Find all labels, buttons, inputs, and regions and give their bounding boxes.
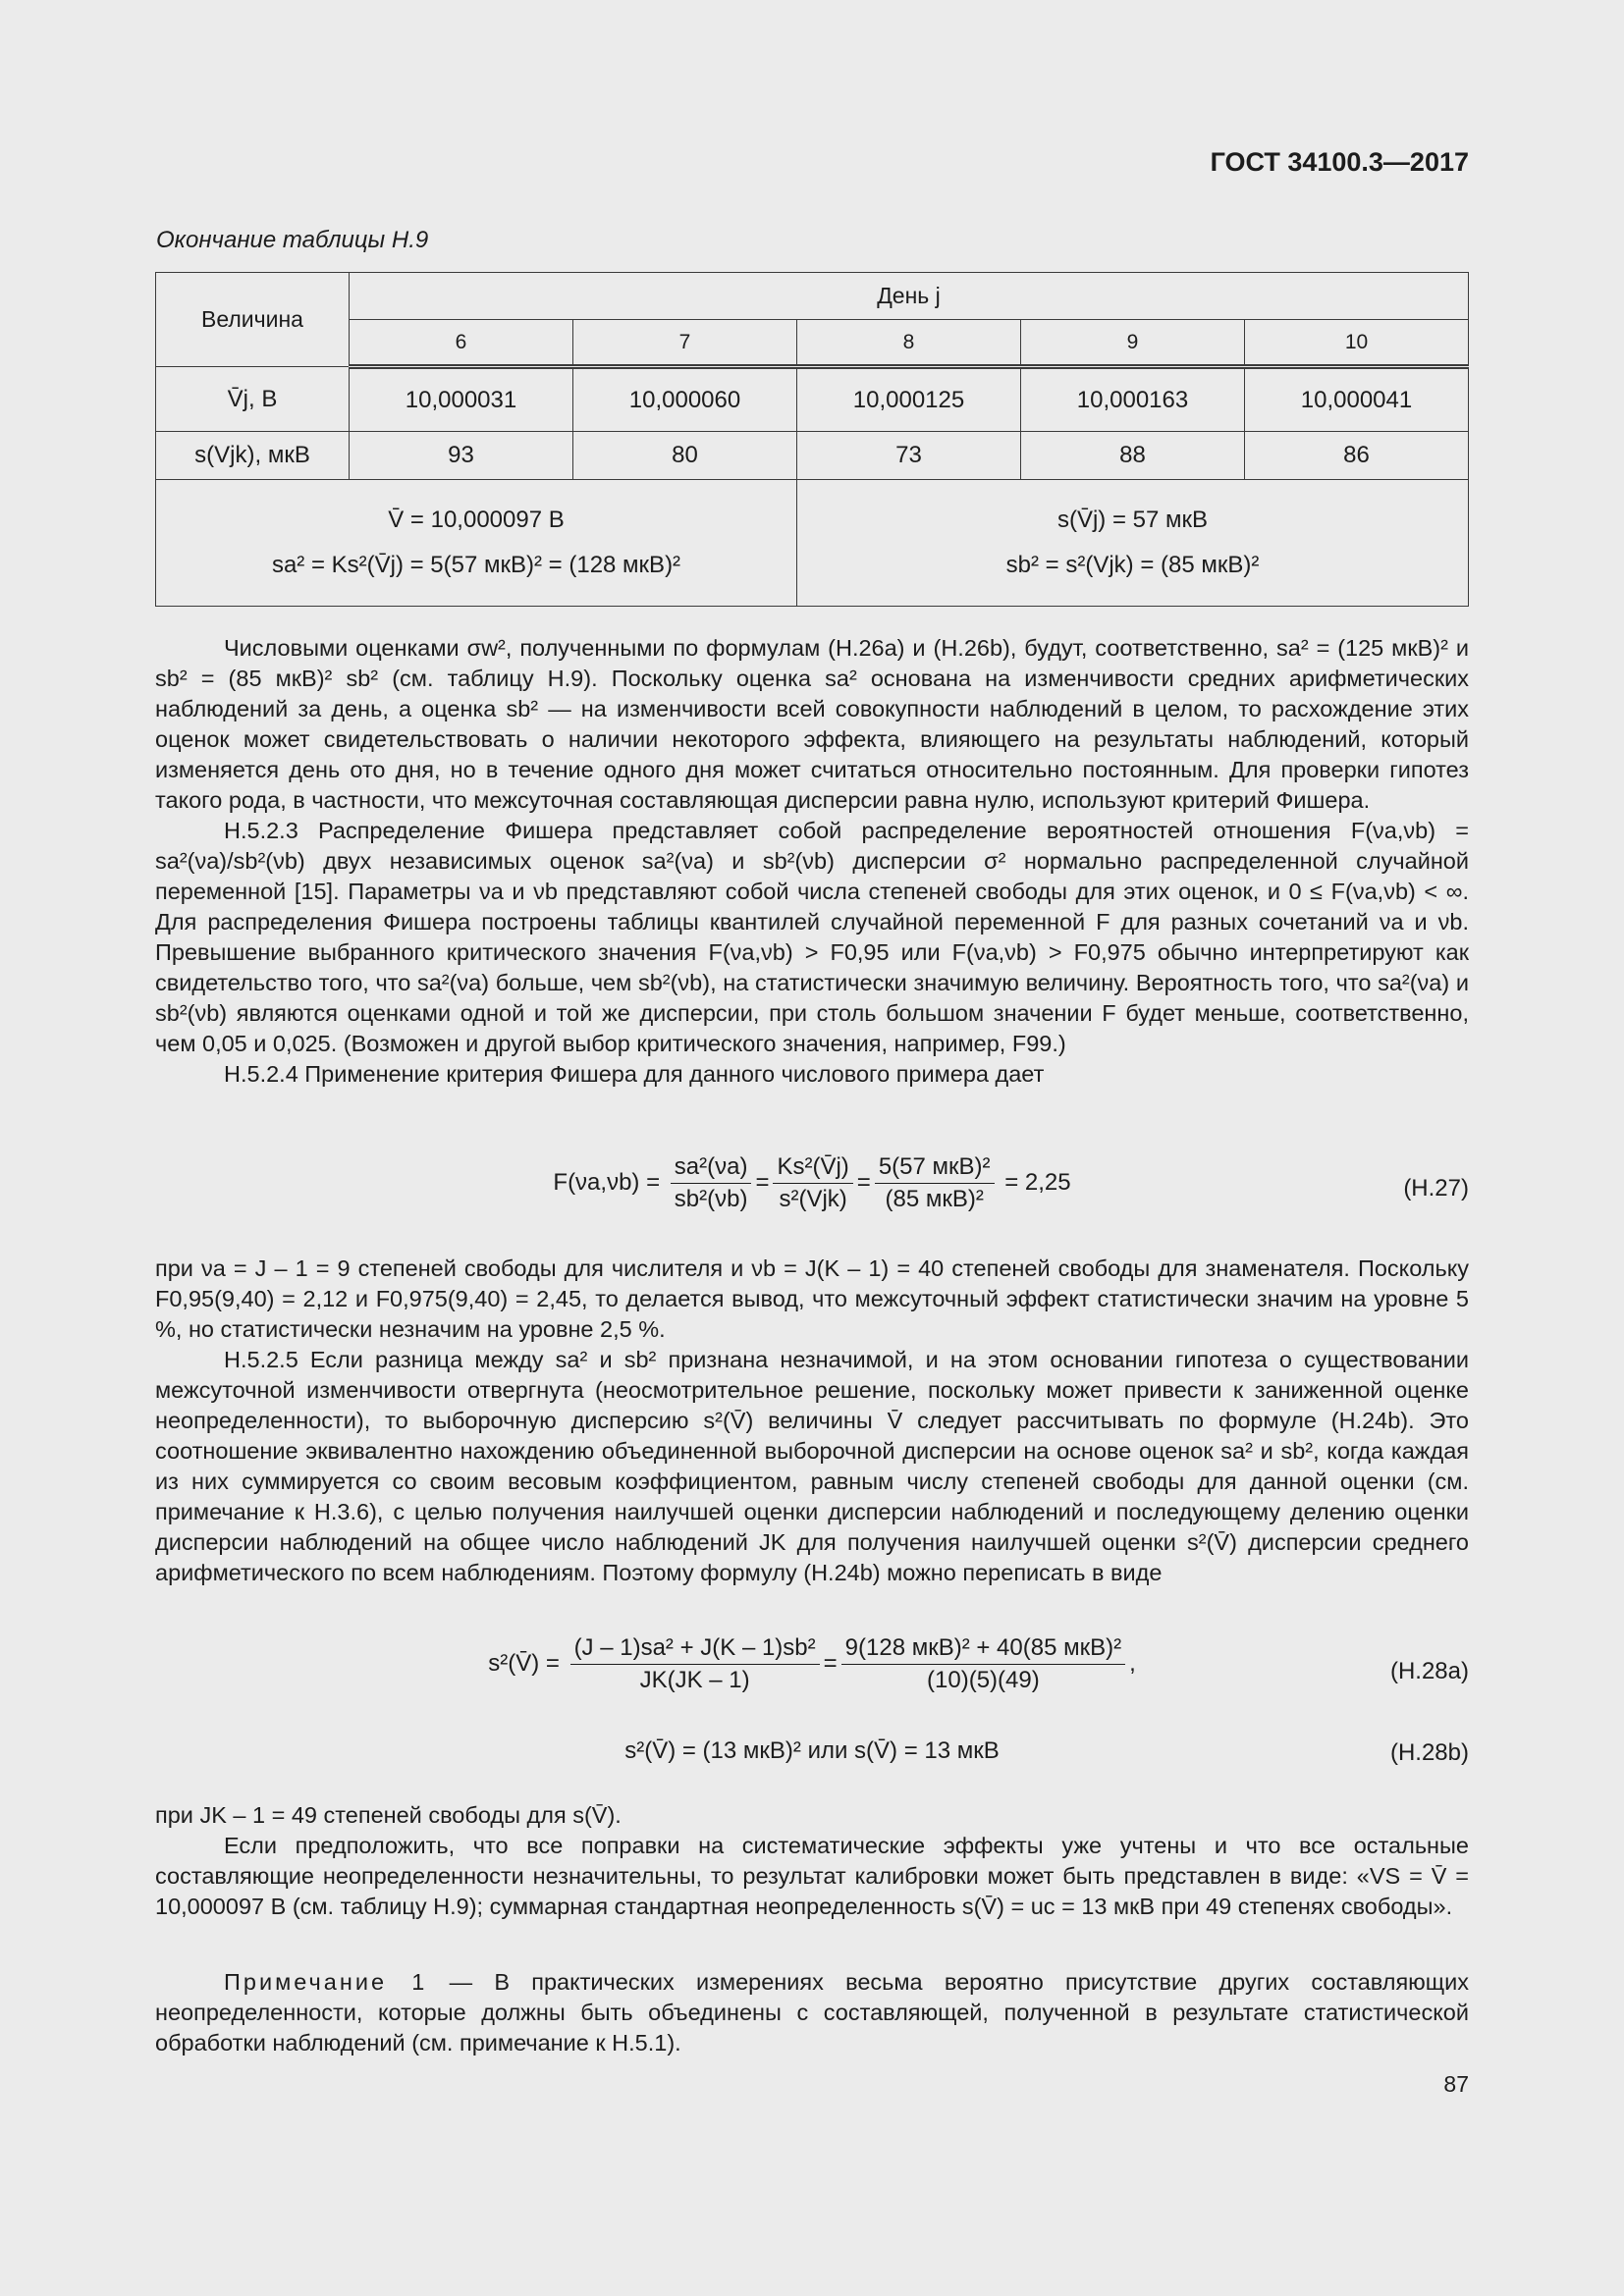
equation-number: (Н.28b) [1389,1739,1469,1766]
paragraph: Числовыми оценками σw², полученными по формулам (Н.26a) и (Н.26b), будут, соответственно, sa² = (125 мкВ)² и sb² = (85 мкВ)² sb² (см. таблицу Н.9). Поскольку оценка sa² основана на изменчивости средних арифметических наблюдений за день, а оценка sb² — на изменчивости всей совокупности наблюдений в целом, то расхождение этих оценок может свидетельствовать о наличии некоторого эффекта, влияющего на результаты наблюдений, который изменяется день ото дня, но в течение одного дня может считаться относительно постоянным. Для проверки гипотез такого рода, в частности, что межсуточная составляющая дисперсии равна нулю, используют критерий Фишера. [155,635,1469,813]
s-value-cell: 86 [1245,432,1469,480]
data-table [155,272,1469,607]
equation-h28b-expr: s²(V̄) = (13 мкВ)² или s(V̄) = 13 мкВ [624,1737,1000,1764]
document-code: ГОСТ 34100.3—2017 [1210,147,1469,177]
summary-left [156,480,797,607]
note-label: Примечание 1 [224,1969,428,1995]
equation-result: = 2,25 [1004,1168,1071,1196]
note-paragraph [155,1967,1469,2058]
mean-value-cell: 10,000031 [350,367,573,432]
fraction-denominator: (85 мкВ)² [885,1186,984,1212]
fraction [570,1634,820,1694]
mean-value-cell: 10,000125 [797,367,1021,432]
summary-sb: sb² = s²(Vjk) = (85 мкВ)² [1005,552,1260,578]
equation-h27 [155,1153,1469,1212]
mean-value-cell: 10,000163 [1021,367,1245,432]
equation-number: (Н.27) [1403,1175,1469,1201]
note [155,1967,1469,2058]
fraction-denominator: s²(Vjk) [779,1186,847,1212]
note-text: — В практических измерениях весьма вероятно присутствие других составляющих неопределенности, которые должны быть объединены с составляющей, полученной в результате статистической обработки наблюдений (см. примечание к Н.5.1). [155,1969,1470,2056]
s-value-cell: 88 [1021,432,1245,480]
paragraph: при JK – 1 = 49 степеней свободы для s(V̄). [155,1802,622,1828]
fraction [875,1153,995,1213]
header-quantity: Величина [156,273,350,367]
day-cell: 10 [1245,320,1469,367]
summary-sa: sa² = Ks²(V̄j) = 5(57 мкВ)² = (128 мкВ)² [271,552,681,578]
s-value-cell: 93 [350,432,573,480]
day-cell: 7 [573,320,797,367]
row-label-mean: V̄j, В [156,367,350,432]
fraction [841,1634,1125,1694]
day-cell: 8 [797,320,1021,367]
paragraph: Н.5.2.5 Если разница между sa² и sb² признана незначимой, и на этом основании гипотеза о существовании межсуточной изменчивости отвергнута (неосмотрительное решение, поскольку может привести к заниженной оценке неопределенности), то выборочную дисперсию s²(V̄) величины V̄ следует рассчитывать по формуле (Н.24b). Это соотношение эквивалентно нахождению объединенной выборочной дисперсии на основе оценок sa² и sb², когда каждая из них суммируется со своим весовым коэффициентом, равным числу степеней свободы для данной оценки (см. примечание к Н.3.6), с целью получения наилучшей оценки дисперсии наблюдений и последующему делению оценки дисперсии наблюдений на общее число наблюдений JK для получения наилучшей оценки s²(V̄) дисперсии среднего арифметического по всем наблюдениям. Поэтому формулу (Н.24b) можно переписать в виде [155,1347,1469,1585]
fraction-numerator: 9(128 мкВ)² + 40(85 мкВ)² [841,1634,1125,1665]
paragraph-block-2 [155,1254,1469,1588]
equation-h28a [155,1634,1469,1693]
fraction-numerator: 5(57 мкВ)² [875,1153,995,1184]
paragraph: Н.5.2.4 Применение критерия Фишера для данного числового примера дает [224,1061,1045,1087]
fraction [671,1153,752,1213]
s-value-cell: 80 [573,432,797,480]
table-caption: Окончание таблицы Н.9 [156,227,429,253]
fraction [773,1153,852,1213]
s-value-cell: 73 [797,432,1021,480]
row-label-s: s(Vjk), мкВ [156,432,350,480]
equation-h28a-expr: s²(V̄) = $\frac{\text{(J – 1)sa² + J(K – 1)sb²}}{JK(JK - 1)}$ = $\frac{\text{9(128 мкВ)² + 40(85 мкВ)²}}{(10)(5)(49)}$ , [488,1634,1136,1693]
summary-mean: V̄ = 10,000097 В [388,507,565,534]
header-day: День j [350,273,1469,320]
paragraph-block-3 [155,1800,1469,1922]
summary-s-mean: s(V̄j) = 57 мкВ [1056,507,1209,534]
equation-number: (Н.28a) [1389,1658,1469,1684]
fraction-numerator: Ks²(V̄j) [773,1153,852,1184]
mean-value-cell: 10,000041 [1245,367,1469,432]
fraction-numerator: (J – 1)sa² + J(K – 1)sb² [570,1634,820,1665]
mean-value-cell: 10,000060 [573,367,797,432]
paragraph-block-1 [155,633,1469,1090]
fraction-denominator: JK(JK – 1) [639,1667,750,1693]
day-cell: 9 [1021,320,1245,367]
equation-h28b [155,1737,1469,1796]
equation-lhs: F(νa,νb) = [553,1168,661,1196]
paragraph: Н.5.2.3 Распределение Фишера представляет собой распределение вероятностей отношения F(νa,νb) = sa²(νa)/sb²(νb) двух независимых оценок sa²(νa) и sb²(νb) дисперсии σ² нормально распределенной случайной переменной [15]. Параметры νa и νb представляют собой числа степеней свободы для этих оценок, и 0 ≤ F(νa,νb) < ∞. Для распределения Фишера построены таблицы квантилей случайной переменной F для разных сочетаний νa и νb. Превышение выбранного критического значения F(νa,νb) > F0,95 или F(νa,νb) > F0,975 обычно интерпретируют как свидетельство того, что sa²(νa) больше, чем sb²(νb), на статистически значимую величину. Вероятность того, что sa²(νa) и sb²(νb) являются оценками одной и той же дисперсии, при столь большом значении F будет меньше, соответственно, чем 0,05 и 0,025. (Возможен и другой выбор критического значения, например, F99.) [155,818,1469,1056]
fraction-denominator: (10)(5)(49) [927,1667,1040,1693]
fraction-numerator: sa²(νa) [671,1153,752,1184]
page-number: 87 [1443,2071,1469,2097]
equation-h27-expr: F(νa,νb) = $\frac{\text{sa²(νa)}}{\text{sb²(νb)}}$ = $\frac{\text{Ks²(V̄j)}}{\text{s²(Vjk)}}$ = $\frac{\text{5(57 мкВ)²}}{\text{(85 мкВ)²}}$ = 2,25 [553,1153,1071,1212]
day-cell: 6 [350,320,573,367]
paragraph: при νa = J – 1 = 9 степеней свободы для числителя и νb = J(K – 1) = 40 степеней свободы для знаменателя. Поскольку F0,95(9,40) = 2,12 и F0,975(9,40) = 2,45, то делается вывод, что межсуточный эффект статистически значим на уровне 5 %, но статистически незначим на уровне 2,5 %. [155,1255,1469,1342]
paragraph: Если предположить, что все поправки на систематические эффекты уже учтены и что все остальные составляющие неопределенности незначительны, то результат калибровки может быть представлен в виде: «VS = V̄ = 10,000097 В (см. таблицу Н.9); суммарная стандартная неопределенность s(V̄) = uc = 13 мкВ при 49 степенях свободы». [155,1833,1469,1919]
summary-right [797,480,1469,607]
fraction-denominator: sb²(νb) [674,1186,748,1212]
equation-lhs: s²(V̄) = [488,1649,560,1677]
